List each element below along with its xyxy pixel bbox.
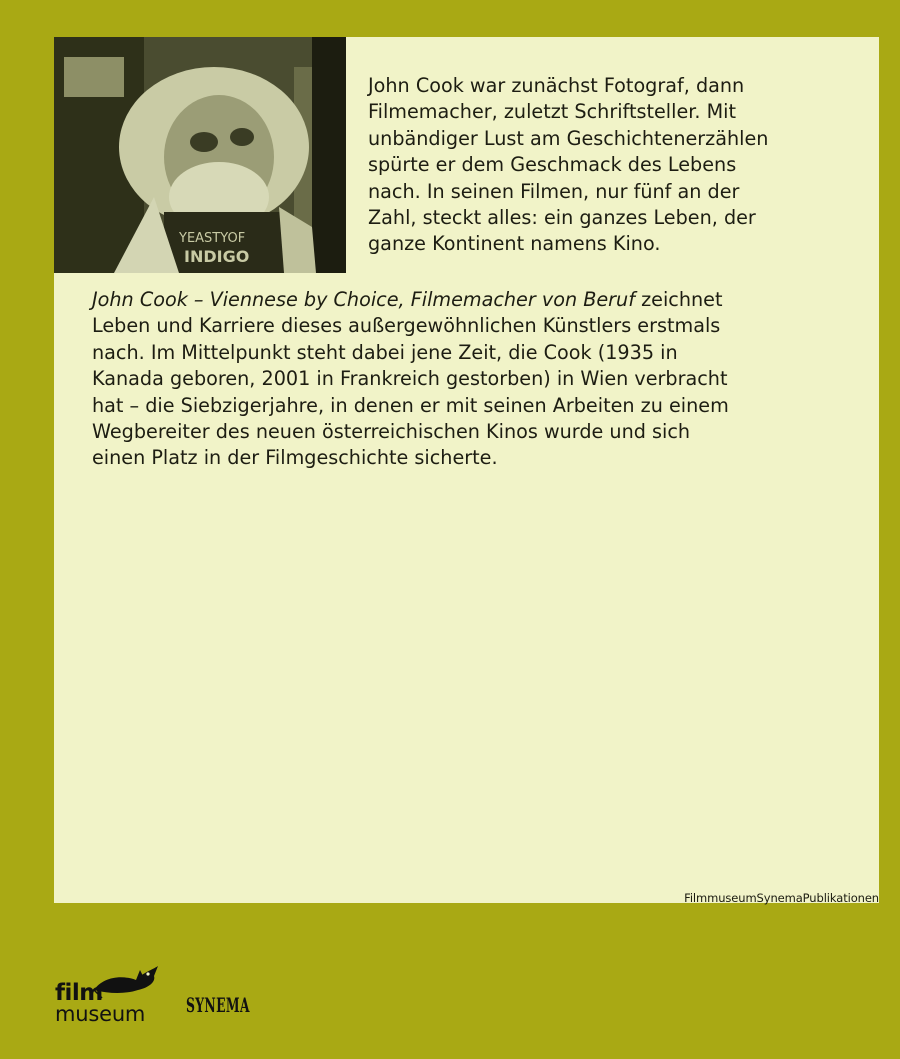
intro-line: spürte er dem Geschmack des Lebens [368,153,737,177]
publisher-label: FilmmuseumSynemaPublikationen [684,891,879,905]
author-photo [54,37,346,273]
back-cover-panel [54,37,879,903]
intro-line: Filmemacher, zuletzt Schriftsteller. Mit [368,100,737,124]
filmmuseum-logo-line2: museum [55,1002,146,1026]
body-line: Wegbereiter des neuen österreichischen Kinos wurde und sich [92,420,691,444]
body-line: einen Platz in der Filmgeschichte sicherte. [92,446,498,470]
synema-logo: SYNEMA [186,993,250,1017]
body-paragraph [92,287,872,472]
filmmuseum-logo [50,960,170,1030]
intro-line: John Cook war zunächst Fotograf, dann [368,74,745,97]
filmmuseum-logo-line1: film [55,980,103,1006]
intro-line: unbändiger Lust am Geschichtenerzählen [368,126,769,150]
intro-line: nach. In seinen Filmen, nur fünf an der [368,179,740,203]
body-line: Leben und Karriere dieses außergewöhnlichen Künstlers erstmals [92,314,721,338]
intro-paragraph [368,73,868,258]
svg-text:YEASTYOF: YEASTYOF [179,231,246,246]
author-photo-illustration [54,37,346,273]
body-line: Kanada geboren, 2001 in Frankreich gestorben) in Wien verbracht [92,367,728,391]
intro-line: Zahl, steckt alles: ein ganzes Leben, der [368,206,756,230]
body-line: hat – die Siebzigerjahre, in denen er mit seinen Arbeiten zu einem [92,393,729,417]
body-first-line [92,287,872,313]
body-line: nach. Im Mittelpunkt steht dabei jene Zeit, die Cook (1935 in [92,340,678,364]
svg-text:INDIGO: INDIGO [184,247,250,266]
body-first-line-rest: zeichnet [634,288,723,311]
book-title: John Cook – Viennese by Choice, Filmemacher von Beruf [92,288,635,311]
intro-line: ganze Kontinent namens Kino. [368,232,661,256]
